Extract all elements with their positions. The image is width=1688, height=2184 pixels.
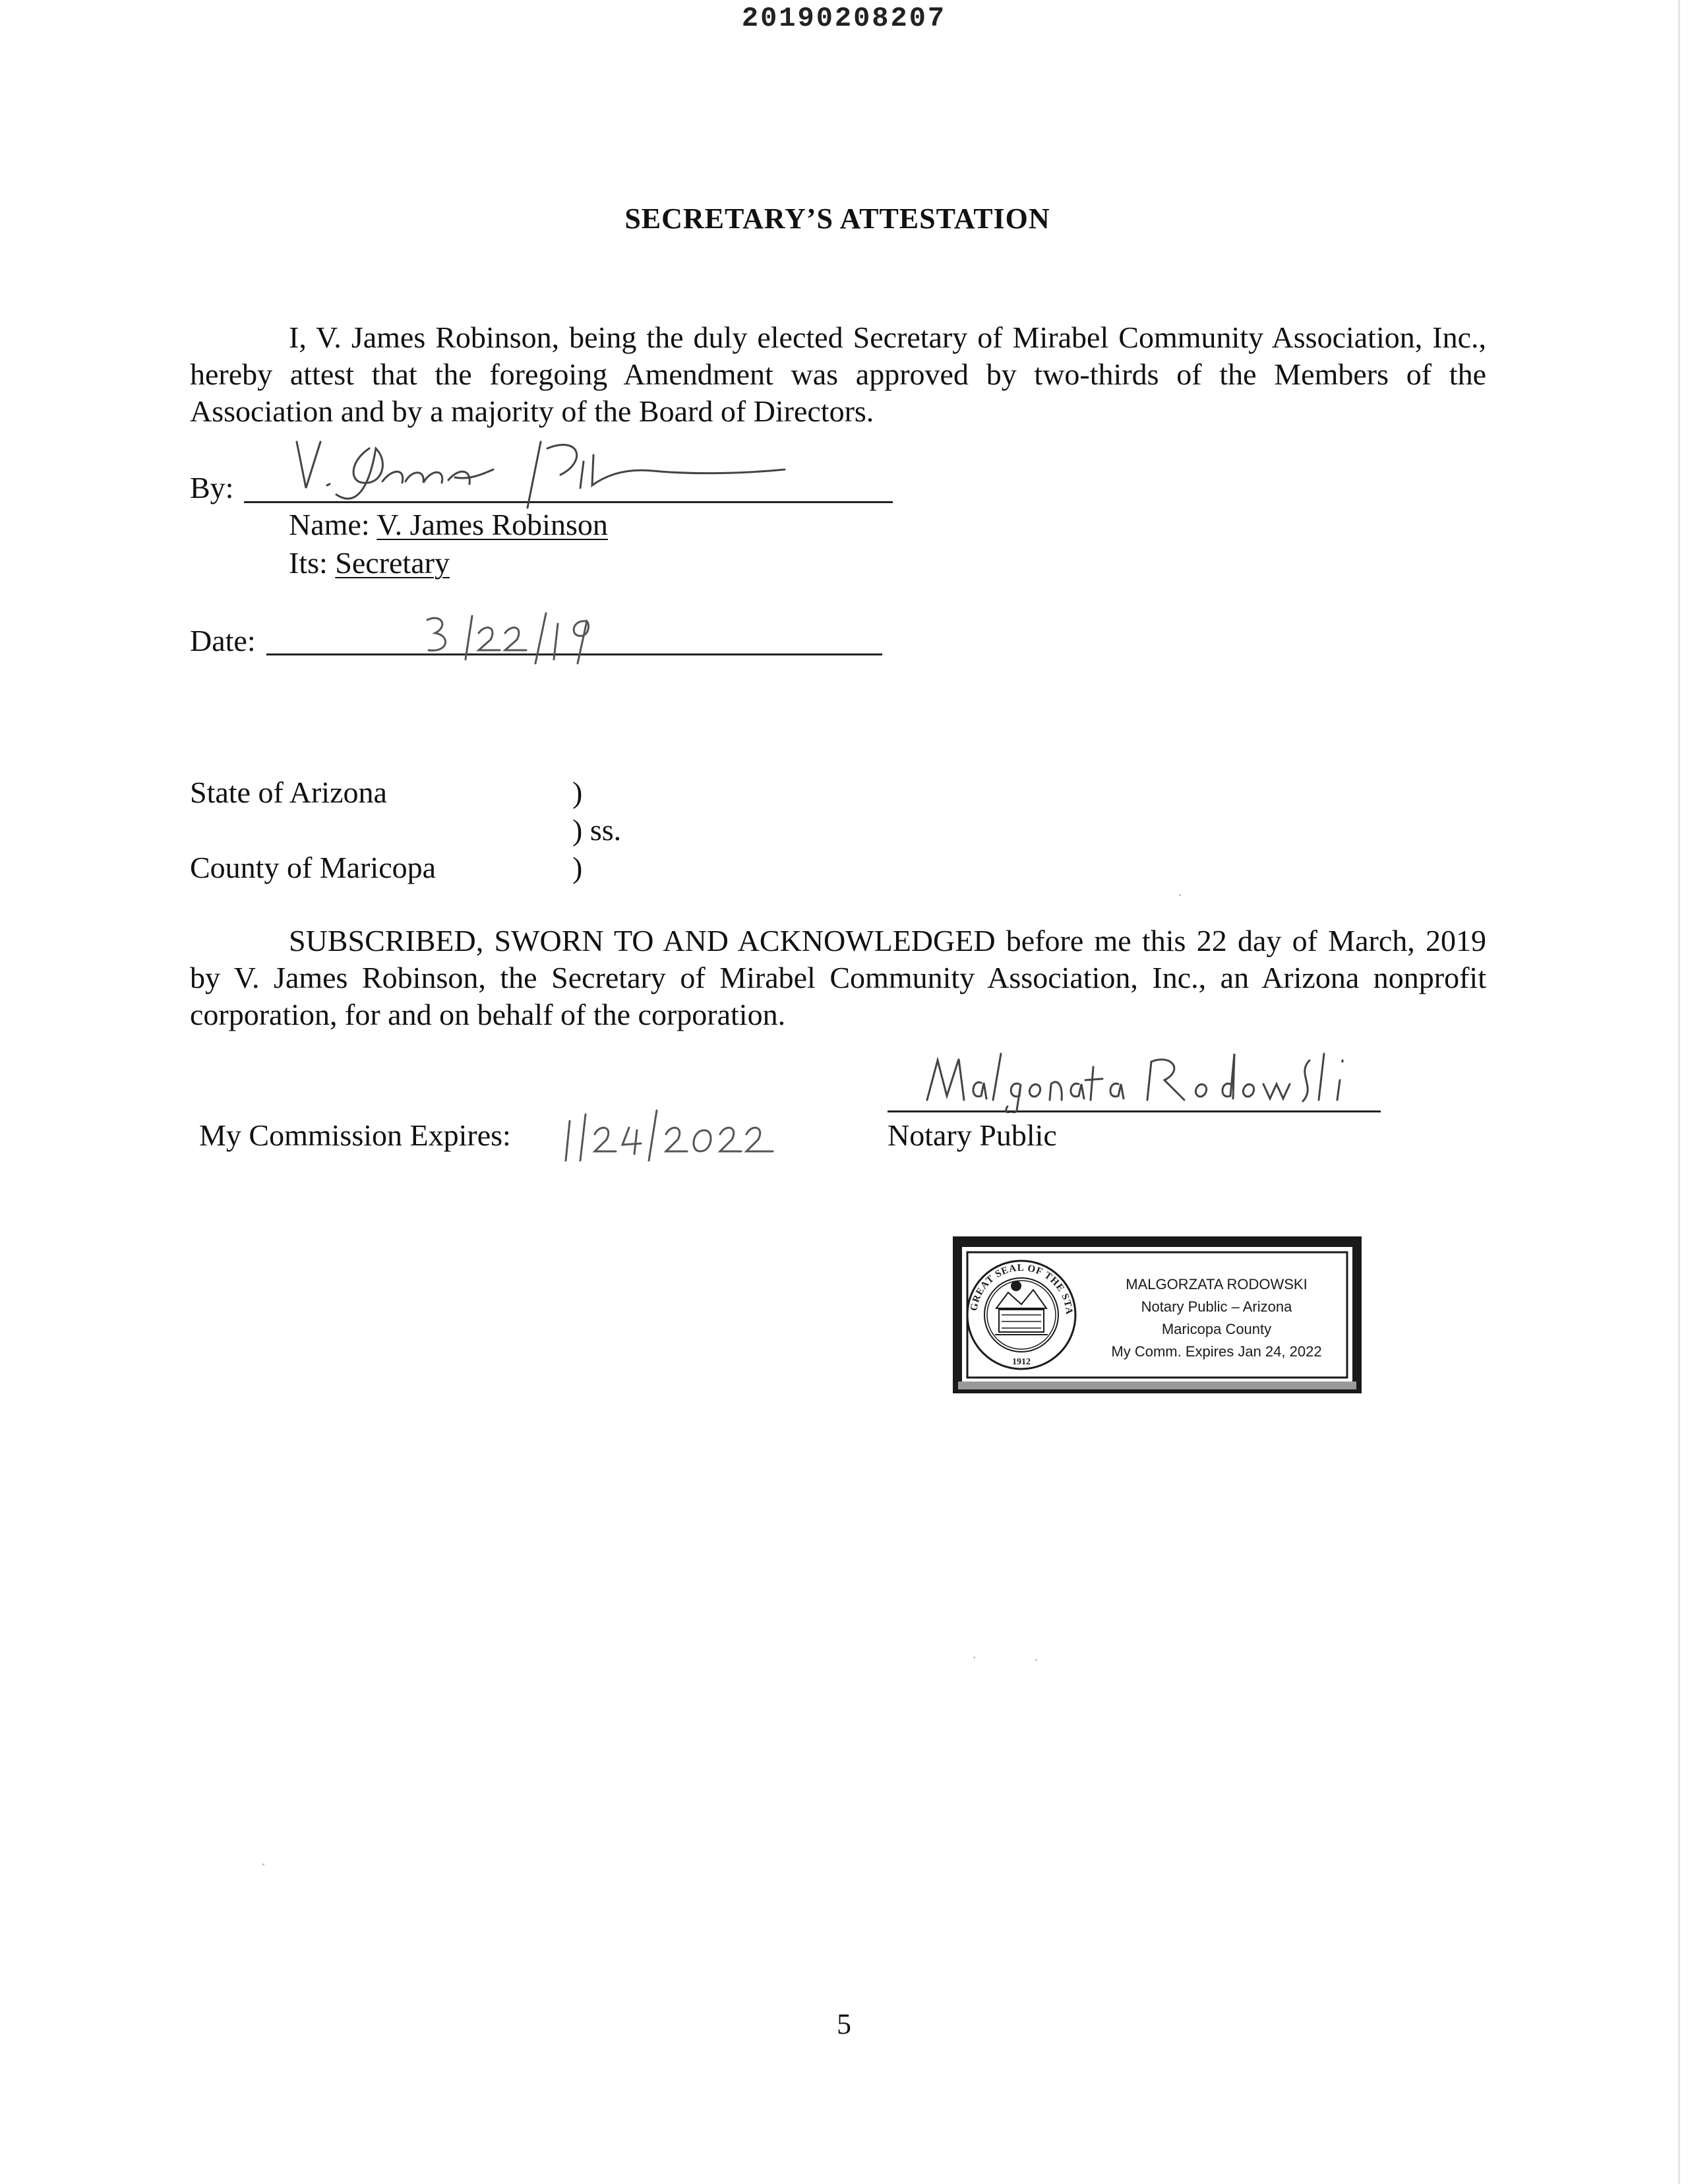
handwritten-date: [422, 607, 607, 666]
name-value: V. James Robinson: [377, 508, 608, 541]
date-label: Date:: [190, 624, 256, 657]
notary-stamp: [953, 1236, 1362, 1393]
handwritten-commission-date: [560, 1101, 778, 1167]
by-label: By:: [190, 471, 234, 504]
venue-paren-ss: ) ss.: [572, 813, 622, 847]
venue-state: State of Arizona: [190, 775, 387, 809]
seal-ring-label: GREAT SEAL OF THE STATE OF ARIZONA: [969, 1262, 1075, 1318]
its-row: [289, 545, 450, 582]
record-number: 20190208207: [741, 3, 947, 34]
seal-year: 1912: [1012, 1357, 1031, 1367]
svg-text:GREAT SEAL OF THE STATE OF ARI: [969, 1263, 1074, 1318]
stamp-text: [1085, 1273, 1348, 1363]
seal-ring-text: [967, 1261, 1075, 1370]
name-row: [289, 506, 608, 543]
scan-edge: [1678, 0, 1680, 2184]
notary-public-label: Notary Public: [888, 1118, 1057, 1152]
secretary-signature: [284, 422, 890, 514]
stamp-title: Notary Public – Arizona: [1141, 1298, 1292, 1315]
acknowledgment-text: SUBSCRIBED, SWORN TO AND ACKNOWLEDGED before me this 22 day of March, 2019 by V. James Robinson, the Secretary of Mirabel Community Association, Inc., an Arizona nonprofit corporation, for and on behalf of the corporation.: [190, 924, 1486, 1031]
scan-speck: [973, 1656, 975, 1658]
scan-speck: [1035, 1659, 1037, 1661]
scan-speck: [262, 1864, 264, 1866]
venue-paren-bottom: ): [572, 851, 583, 884]
its-value: Secretary: [335, 546, 450, 580]
name-label: Name:: [289, 508, 370, 541]
notary-signature: [920, 1047, 1356, 1113]
acknowledgment-paragraph: [190, 923, 1486, 1033]
page-title: SECRETARY’S ATTESTATION: [624, 202, 1050, 235]
page-number: 5: [837, 2008, 851, 2040]
venue-county: County of Maricopa: [190, 851, 437, 884]
stamp-name: MALGORZATA RODOWSKI: [1126, 1276, 1308, 1292]
stamp-county: Maricopa County: [1161, 1321, 1272, 1337]
scan-speck: [1179, 894, 1181, 896]
attestation-text: I, V. James Robinson, being the duly elected Secretary of Mirabel Community Association, Inc., hereby attest that the foregoing Amendment was approved by two-thirds of the Members of the Association and by a majority of the Board of Directors.: [190, 320, 1486, 428]
commission-label: My Commission Expires:: [199, 1118, 511, 1152]
venue-paren-top: ): [572, 775, 583, 809]
attestation-paragraph: [190, 319, 1486, 430]
stamp-expiry: My Comm. Expires Jan 24, 2022: [1111, 1343, 1322, 1360]
its-label: Its:: [289, 546, 328, 580]
